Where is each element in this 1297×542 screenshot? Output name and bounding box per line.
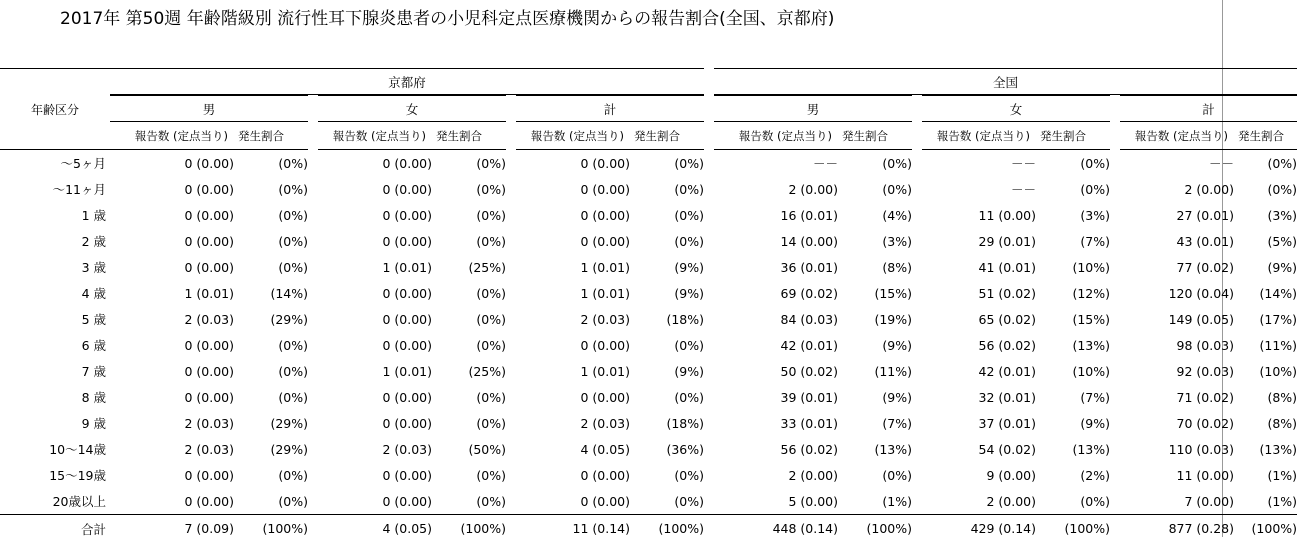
table-row xyxy=(0,150,1297,176)
report-count-cell: 2 (0.03) xyxy=(382,441,432,457)
report-count-cell: 98 (0.03) xyxy=(1176,337,1235,353)
table-row xyxy=(0,488,1297,514)
report-count-cell: －－ xyxy=(813,156,839,171)
page-title: 2017年 第50週 年齢階級別 流行性耳下腺炎患者の小児科定点医療機関からの報告割合(全国、京都府) xyxy=(60,9,835,29)
rate-cell: (29%) xyxy=(270,311,308,327)
report-count-cell: 7 (0.09) xyxy=(110,514,234,542)
age-group-label: 3 歳 xyxy=(81,260,106,275)
rate-header: 発生割合 xyxy=(234,121,308,150)
age-group-label: 5 歳 xyxy=(81,312,106,327)
rate-header: 発生割合 xyxy=(1234,121,1297,150)
report-count-cell: 0 (0.00) xyxy=(382,207,432,223)
table-row xyxy=(0,176,1297,202)
report-count-cell: 0 (0.00) xyxy=(382,233,432,249)
report-count-cell: 0 (0.00) xyxy=(184,181,234,197)
rate-cell: (0%) xyxy=(674,493,705,509)
rate-cell: (11%) xyxy=(874,363,913,379)
rate-cell: (0%) xyxy=(674,207,705,223)
report-count-cell: 0 (0.00) xyxy=(184,207,234,223)
rate-cell: (11%) xyxy=(1259,337,1297,353)
rate-cell: (19%) xyxy=(874,311,913,327)
rate-cell: (0%) xyxy=(278,181,308,197)
rate-cell: (0%) xyxy=(674,467,705,483)
rate-cell: (0%) xyxy=(1267,181,1297,197)
sex-header-kyoto-female: 女 xyxy=(318,95,506,121)
rate-cell: (3%) xyxy=(1080,207,1111,223)
age-group-label: 7 歳 xyxy=(81,364,106,379)
rate-cell: (0%) xyxy=(1080,493,1111,509)
rate-cell: (0%) xyxy=(882,155,913,171)
report-count-cell: 1 (0.01) xyxy=(382,259,432,275)
rate-cell: (17%) xyxy=(1259,311,1297,327)
report-count-cell: 0 (0.00) xyxy=(382,337,432,353)
sex-header-kyoto-total: 計 xyxy=(516,95,704,121)
region-header-kyoto: 京都府 xyxy=(110,68,704,95)
report-count-cell: 0 (0.00) xyxy=(580,155,630,171)
age-group-label: 9 歳 xyxy=(81,416,106,431)
rate-cell: (36%) xyxy=(666,441,705,457)
rate-cell: (13%) xyxy=(1259,441,1297,457)
rate-cell: (7%) xyxy=(1080,389,1111,405)
age-group-label: 1 歳 xyxy=(81,208,106,223)
rate-cell: (3%) xyxy=(882,233,913,249)
report-count-cell: 0 (0.00) xyxy=(580,493,630,509)
report-count-cell: 0 (0.00) xyxy=(184,233,234,249)
rate-cell: (10%) xyxy=(1072,259,1111,275)
rate-cell: (1%) xyxy=(1267,467,1297,483)
report-count-cell: －－ xyxy=(1011,182,1037,197)
report-count-cell: 1 (0.01) xyxy=(580,363,630,379)
report-count-cell: 0 (0.00) xyxy=(382,285,432,301)
rate-cell: (0%) xyxy=(476,233,506,249)
table-row xyxy=(0,410,1297,436)
rate-cell: (0%) xyxy=(476,181,506,197)
rate-cell: (0%) xyxy=(476,311,506,327)
report-count-cell: 77 (0.02) xyxy=(1176,259,1235,275)
report-count-cell: 11 (0.14) xyxy=(516,514,630,542)
age-group-label: 合計 xyxy=(80,521,106,537)
age-group-label: 8 歳 xyxy=(81,390,106,405)
rate-cell: (0%) xyxy=(1267,155,1297,171)
report-count-cell: 0 (0.00) xyxy=(184,155,234,171)
sex-header-kyoto-male: 男 xyxy=(110,95,308,121)
rate-header: 発生割合 xyxy=(432,121,506,150)
sex-header-national-male: 男 xyxy=(714,95,912,121)
report-count-cell: 0 (0.00) xyxy=(184,389,234,405)
rate-cell: (8%) xyxy=(882,259,913,275)
report-count-cell: 110 (0.03) xyxy=(1168,441,1235,457)
rate-cell: (9%) xyxy=(1080,415,1111,431)
report-count-cell: 0 (0.00) xyxy=(184,467,234,483)
report-count-cell: 42 (0.01) xyxy=(780,337,839,353)
report-count-cell: 0 (0.00) xyxy=(382,311,432,327)
report-count-cell: 33 (0.01) xyxy=(780,415,839,431)
report-count-cell: 56 (0.02) xyxy=(978,337,1037,353)
sex-header-national-total: 計 xyxy=(1120,95,1297,121)
rate-cell: (0%) xyxy=(476,493,506,509)
rate-cell: (10%) xyxy=(1072,363,1111,379)
rate-cell: (0%) xyxy=(476,285,506,301)
age-group-label: 2 歳 xyxy=(81,234,106,249)
rate-cell: (10%) xyxy=(1259,363,1297,379)
report-count-cell: 120 (0.04) xyxy=(1168,285,1235,301)
rate-cell: (25%) xyxy=(468,363,506,379)
table-row xyxy=(0,384,1297,410)
rate-cell: (13%) xyxy=(1072,441,1111,457)
rate-header: 発生割合 xyxy=(630,121,704,150)
age-group-label: ～11ヶ月 xyxy=(52,182,106,197)
report-count-cell: 43 (0.01) xyxy=(1176,233,1235,249)
report-count-header: 報告数 (定点当り) xyxy=(516,121,630,150)
age-group-label: 6 歳 xyxy=(81,338,106,353)
total-row xyxy=(0,514,1297,542)
rate-cell: (9%) xyxy=(1267,259,1297,275)
report-count-cell: 0 (0.00) xyxy=(184,259,234,275)
report-count-cell: 70 (0.02) xyxy=(1176,415,1235,431)
report-count-cell: 1 (0.01) xyxy=(580,285,630,301)
rate-cell: (0%) xyxy=(476,415,506,431)
rate-cell: (29%) xyxy=(270,415,308,431)
rate-cell: (9%) xyxy=(674,285,705,301)
rate-cell: (1%) xyxy=(1267,493,1297,509)
report-count-cell: 54 (0.02) xyxy=(978,441,1037,457)
rate-cell: (25%) xyxy=(468,259,506,275)
rate-cell: (0%) xyxy=(278,389,308,405)
report-count-header: 報告数 (定点当り) xyxy=(318,121,432,150)
rate-cell: (0%) xyxy=(278,155,308,171)
age-group-label: 10～14歳 xyxy=(49,442,106,457)
table-row xyxy=(0,254,1297,280)
report-count-cell: 0 (0.00) xyxy=(382,181,432,197)
report-count-cell: 27 (0.01) xyxy=(1176,207,1235,223)
report-count-cell: 65 (0.02) xyxy=(978,311,1037,327)
rate-cell: (0%) xyxy=(476,467,506,483)
table-row xyxy=(0,202,1297,228)
rate-cell: (0%) xyxy=(278,467,308,483)
rate-header: 発生割合 xyxy=(1036,121,1110,150)
rate-cell: (0%) xyxy=(476,207,506,223)
report-count-header: 報告数 (定点当り) xyxy=(1120,121,1234,150)
rate-cell: (100%) xyxy=(1036,514,1110,542)
rate-cell: (0%) xyxy=(278,259,308,275)
rate-cell: (0%) xyxy=(476,337,506,353)
report-table xyxy=(0,68,1297,542)
rate-cell: (0%) xyxy=(476,155,506,171)
report-count-cell: 2 (0.03) xyxy=(184,415,234,431)
report-count-cell: 50 (0.02) xyxy=(780,363,839,379)
sex-header-national-female: 女 xyxy=(922,95,1110,121)
rate-cell: (2%) xyxy=(1080,467,1111,483)
report-count-cell: 2 (0.00) xyxy=(788,181,839,197)
report-count-header: 報告数 (定点当り) xyxy=(714,121,838,150)
rate-cell: (9%) xyxy=(882,337,913,353)
rate-cell: (9%) xyxy=(674,259,705,275)
report-count-cell: 0 (0.00) xyxy=(382,155,432,171)
rate-cell: (100%) xyxy=(432,514,506,542)
rate-cell: (0%) xyxy=(476,389,506,405)
rate-cell: (0%) xyxy=(674,155,705,171)
report-count-cell: 0 (0.00) xyxy=(580,337,630,353)
report-count-cell: 2 (0.03) xyxy=(184,311,234,327)
age-group-label: ～5ヶ月 xyxy=(60,156,106,171)
report-count-cell: 0 (0.00) xyxy=(382,415,432,431)
report-count-cell: 2 (0.03) xyxy=(580,415,630,431)
report-count-cell: 0 (0.00) xyxy=(382,467,432,483)
rate-cell: (18%) xyxy=(666,415,705,431)
rate-cell: (0%) xyxy=(278,233,308,249)
report-count-cell: 84 (0.03) xyxy=(780,311,839,327)
rate-cell: (18%) xyxy=(666,311,705,327)
rate-header: 発生割合 xyxy=(838,121,912,150)
report-count-cell: 9 (0.00) xyxy=(986,467,1037,483)
rate-cell: (15%) xyxy=(874,285,913,301)
rate-cell: (0%) xyxy=(278,337,308,353)
rate-cell: (50%) xyxy=(468,441,506,457)
table-row xyxy=(0,436,1297,462)
report-count-cell: 0 (0.00) xyxy=(580,207,630,223)
report-count-cell: 7 (0.00) xyxy=(1184,493,1235,509)
table-row xyxy=(0,358,1297,384)
rate-cell: (7%) xyxy=(1080,233,1111,249)
report-count-cell: 149 (0.05) xyxy=(1168,311,1235,327)
table-row xyxy=(0,332,1297,358)
report-count-cell: 51 (0.02) xyxy=(978,285,1037,301)
report-count-header: 報告数 (定点当り) xyxy=(922,121,1036,150)
rate-cell: (3%) xyxy=(1267,207,1297,223)
report-count-cell: 37 (0.01) xyxy=(978,415,1037,431)
rate-cell: (4%) xyxy=(882,207,913,223)
report-count-cell: 14 (0.00) xyxy=(780,233,839,249)
rate-cell: (12%) xyxy=(1072,285,1111,301)
rate-cell: (29%) xyxy=(270,441,308,457)
report-count-cell: 0 (0.00) xyxy=(580,181,630,197)
report-count-cell: 29 (0.01) xyxy=(978,233,1037,249)
report-count-cell: 36 (0.01) xyxy=(780,259,839,275)
report-count-cell: 429 (0.14) xyxy=(922,514,1036,542)
rate-cell: (15%) xyxy=(1072,311,1111,327)
report-count-cell: 71 (0.02) xyxy=(1176,389,1235,405)
rate-cell: (0%) xyxy=(674,181,705,197)
report-count-cell: 0 (0.00) xyxy=(184,337,234,353)
rate-cell: (5%) xyxy=(1267,233,1297,249)
rate-cell: (14%) xyxy=(1259,285,1297,301)
rate-cell: (0%) xyxy=(882,181,913,197)
report-count-header: 報告数 (定点当り) xyxy=(110,121,234,150)
rate-cell: (0%) xyxy=(674,337,705,353)
report-count-cell: 0 (0.00) xyxy=(580,233,630,249)
report-count-cell: 0 (0.00) xyxy=(580,467,630,483)
rate-cell: (1%) xyxy=(882,493,913,509)
report-count-cell: 5 (0.00) xyxy=(788,493,839,509)
report-count-cell: 2 (0.00) xyxy=(986,493,1037,509)
rate-cell: (0%) xyxy=(674,233,705,249)
report-count-cell: 92 (0.03) xyxy=(1176,363,1235,379)
rate-cell: (8%) xyxy=(1267,415,1297,431)
rate-cell: (9%) xyxy=(882,389,913,405)
report-count-cell: 2 (0.00) xyxy=(1184,181,1235,197)
report-count-cell: 42 (0.01) xyxy=(978,363,1037,379)
rate-cell: (100%) xyxy=(234,514,308,542)
age-group-label: 4 歳 xyxy=(81,286,106,301)
region-header-national: 全国 xyxy=(714,68,1297,95)
report-count-cell: －－ xyxy=(1209,156,1235,171)
report-count-cell: 56 (0.02) xyxy=(780,441,839,457)
report-count-cell: 1 (0.01) xyxy=(382,363,432,379)
report-count-cell: －－ xyxy=(1011,156,1037,171)
rate-cell: (0%) xyxy=(1080,155,1111,171)
rate-cell: (100%) xyxy=(1234,514,1297,542)
rate-cell: (14%) xyxy=(270,285,308,301)
report-count-cell: 11 (0.00) xyxy=(978,207,1037,223)
report-count-cell: 877 (0.28) xyxy=(1120,514,1234,542)
report-count-cell: 2 (0.03) xyxy=(580,311,630,327)
report-count-cell: 4 (0.05) xyxy=(318,514,432,542)
report-count-cell: 0 (0.00) xyxy=(184,493,234,509)
rate-cell: (7%) xyxy=(882,415,913,431)
rate-cell: (100%) xyxy=(630,514,704,542)
age-group-label: 15～19歳 xyxy=(49,468,106,483)
report-count-cell: 41 (0.01) xyxy=(978,259,1037,275)
rate-cell: (0%) xyxy=(1080,181,1111,197)
rate-cell: (0%) xyxy=(278,207,308,223)
report-count-cell: 1 (0.01) xyxy=(184,285,234,301)
table-row xyxy=(0,306,1297,332)
report-count-cell: 0 (0.00) xyxy=(580,389,630,405)
rate-cell: (100%) xyxy=(838,514,912,542)
report-count-cell: 2 (0.00) xyxy=(788,467,839,483)
report-count-cell: 32 (0.01) xyxy=(978,389,1037,405)
table-row xyxy=(0,228,1297,254)
report-count-cell: 11 (0.00) xyxy=(1176,467,1235,483)
table-row xyxy=(0,280,1297,306)
rate-cell: (0%) xyxy=(278,363,308,379)
age-column-header: 年齢区分 xyxy=(0,68,110,150)
report-count-cell: 16 (0.01) xyxy=(780,207,839,223)
report-count-cell: 1 (0.01) xyxy=(580,259,630,275)
rate-cell: (9%) xyxy=(674,363,705,379)
rate-cell: (8%) xyxy=(1267,389,1297,405)
report-count-cell: 39 (0.01) xyxy=(780,389,839,405)
report-count-cell: 0 (0.00) xyxy=(382,389,432,405)
report-count-cell: 69 (0.02) xyxy=(780,285,839,301)
rate-cell: (0%) xyxy=(674,389,705,405)
report-count-cell: 2 (0.03) xyxy=(184,441,234,457)
table-row xyxy=(0,462,1297,488)
report-count-cell: 0 (0.00) xyxy=(382,493,432,509)
rate-cell: (13%) xyxy=(874,441,913,457)
rate-cell: (13%) xyxy=(1072,337,1111,353)
rate-cell: (0%) xyxy=(278,493,308,509)
report-count-cell: 448 (0.14) xyxy=(714,514,838,542)
report-count-cell: 0 (0.00) xyxy=(184,363,234,379)
age-group-label: 20歳以上 xyxy=(52,494,106,509)
rate-cell: (0%) xyxy=(882,467,913,483)
report-count-cell: 4 (0.05) xyxy=(580,441,630,457)
